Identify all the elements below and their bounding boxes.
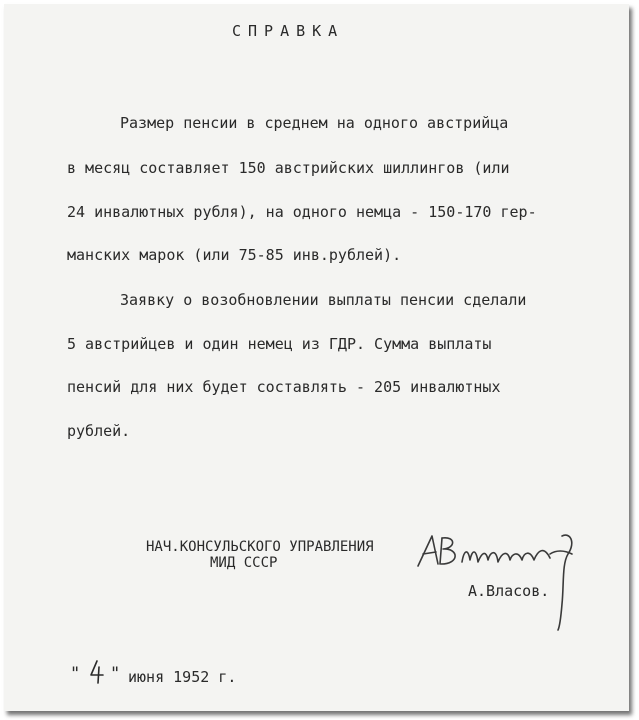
paragraph-1-line-1: Размер пенсии в среднем на одного австрийца [120, 114, 509, 132]
document-page [4, 4, 629, 711]
handwritten-signature [412, 524, 602, 634]
handwritten-day-number [88, 659, 106, 685]
date-text: июня 1952 г. [128, 668, 237, 686]
signatory-name: А.Власов. [468, 582, 550, 600]
paragraph-2-line-3: пенсий для них будет составлять - 205 инвалютных [67, 378, 501, 396]
paragraph-2-line-1: Заявку о возобновлении выплаты пенсии сделали [120, 291, 527, 309]
date-close-quote: " [110, 664, 121, 684]
paragraph-1-line-4: манских марок (или 75-85 инв.рублей). [67, 246, 402, 264]
date-open-quote: " [70, 664, 81, 684]
signatory-title-line-1: НАЧ.КОНСУЛЬСКОГО УПРАВЛЕНИЯ [146, 539, 374, 555]
document-title: СПРАВКА [232, 22, 345, 40]
signatory-title-line-2: МИД СССР [210, 555, 278, 571]
paragraph-1-line-3: 24 инвалютных рубля), на одного немца - 150-170 гер- [67, 203, 537, 221]
paragraph-2-line-4: рублей. [67, 422, 131, 440]
paragraph-2-line-2: 5 австрийцев и один немец из ГДР. Сумма выплаты [67, 335, 492, 353]
paragraph-1-line-2: в месяц составляет 150 австрийских шиллингов (или [67, 159, 510, 177]
